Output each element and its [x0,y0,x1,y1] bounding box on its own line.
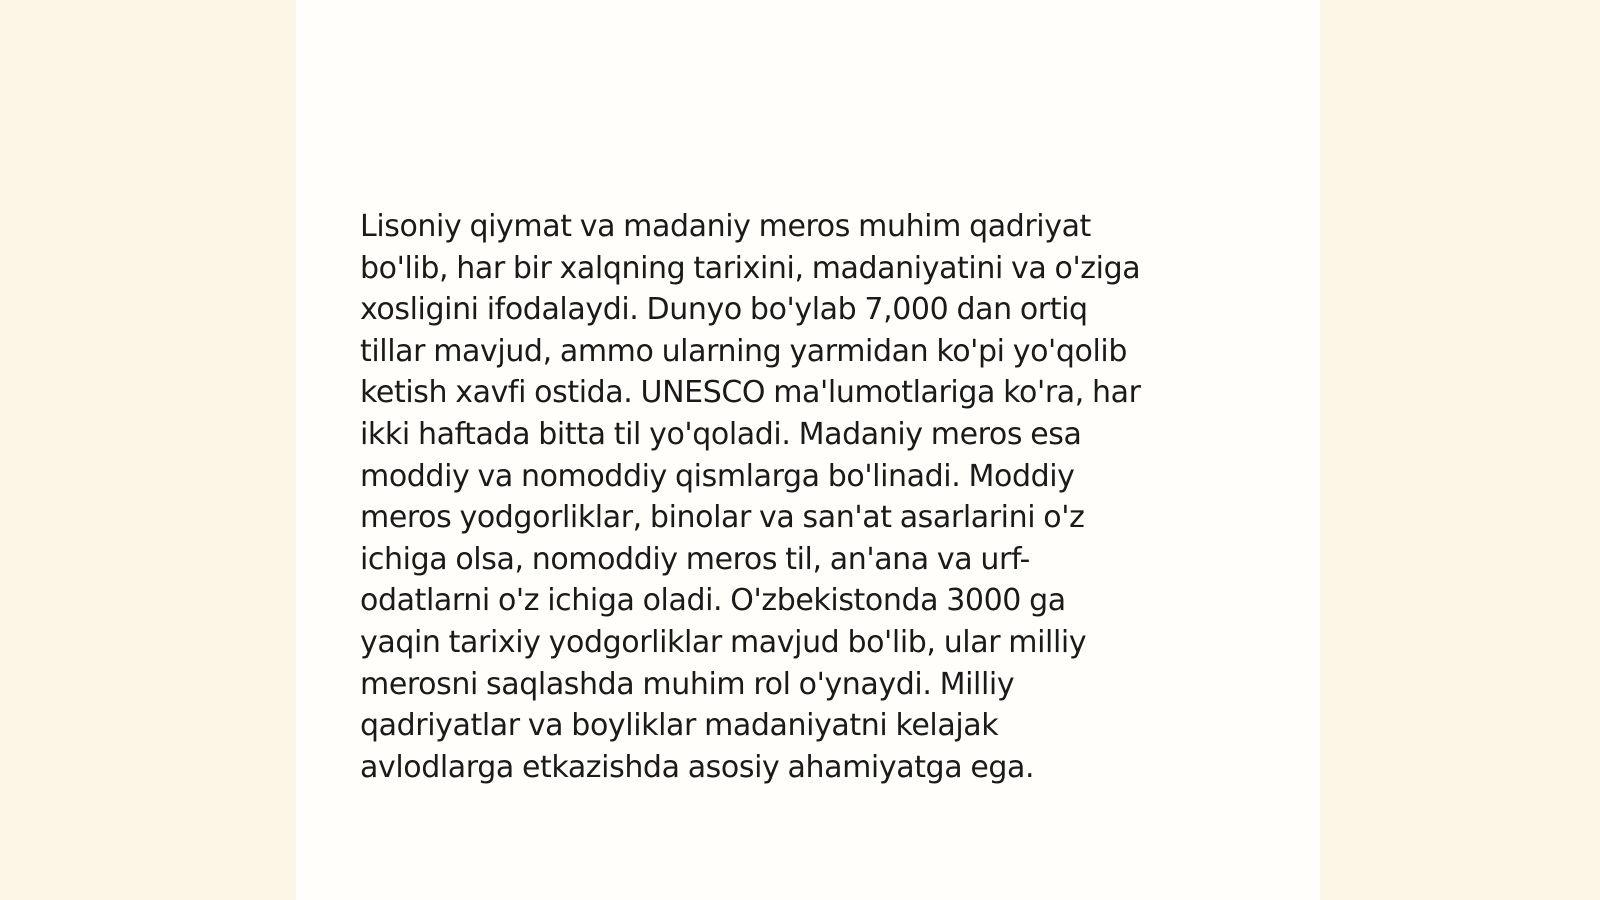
text-line: yaqin tarixiy yodgorliklar mavjud bo'lib, ular milliy [360,624,1087,660]
text-line: merosni saqlashda muhim rol o'ynaydi. Milliy [360,666,1015,702]
text-line: tillar mavjud, ammo ularning yarmidan ko'pi yo'qolib [360,333,1128,369]
document-page [296,0,1320,900]
body-paragraph [360,206,1256,788]
text-line: odatlarni o'z ichiga oladi. O'zbekistonda 3000 ga [360,583,1066,619]
text-line: bo'lib, har bir xalqning tarixini, madaniyatini va o'ziga [360,250,1141,286]
text-line: meros yodgorliklar, binolar va san'at asarlarini o'z [360,500,1085,536]
text-line: qadriyatlar va boyliklar madaniyatni kelajak [360,708,999,744]
text-line: xosligini ifodalaydi. Dunyo bo'ylab 7,000 dan ortiq [360,292,1088,328]
text-line: moddiy va nomoddiy qismlarga bo'linadi. Moddiy [360,458,1075,494]
text-line: avlodlarga etkazishda asosiy ahamiyatga ega. [360,749,1035,785]
text-line: ichiga olsa, nomoddiy meros til, an'ana va urf- [360,541,1030,577]
text-line: ketish xavfi ostida. UNESCO ma'lumotlariga ko'ra, har [360,375,1141,411]
text-line: ikki haftada bitta til yo'qoladi. Madaniy meros esa [360,416,1082,452]
text-line: Lisoniy qiymat va madaniy meros muhim qadriyat [360,209,1091,244]
